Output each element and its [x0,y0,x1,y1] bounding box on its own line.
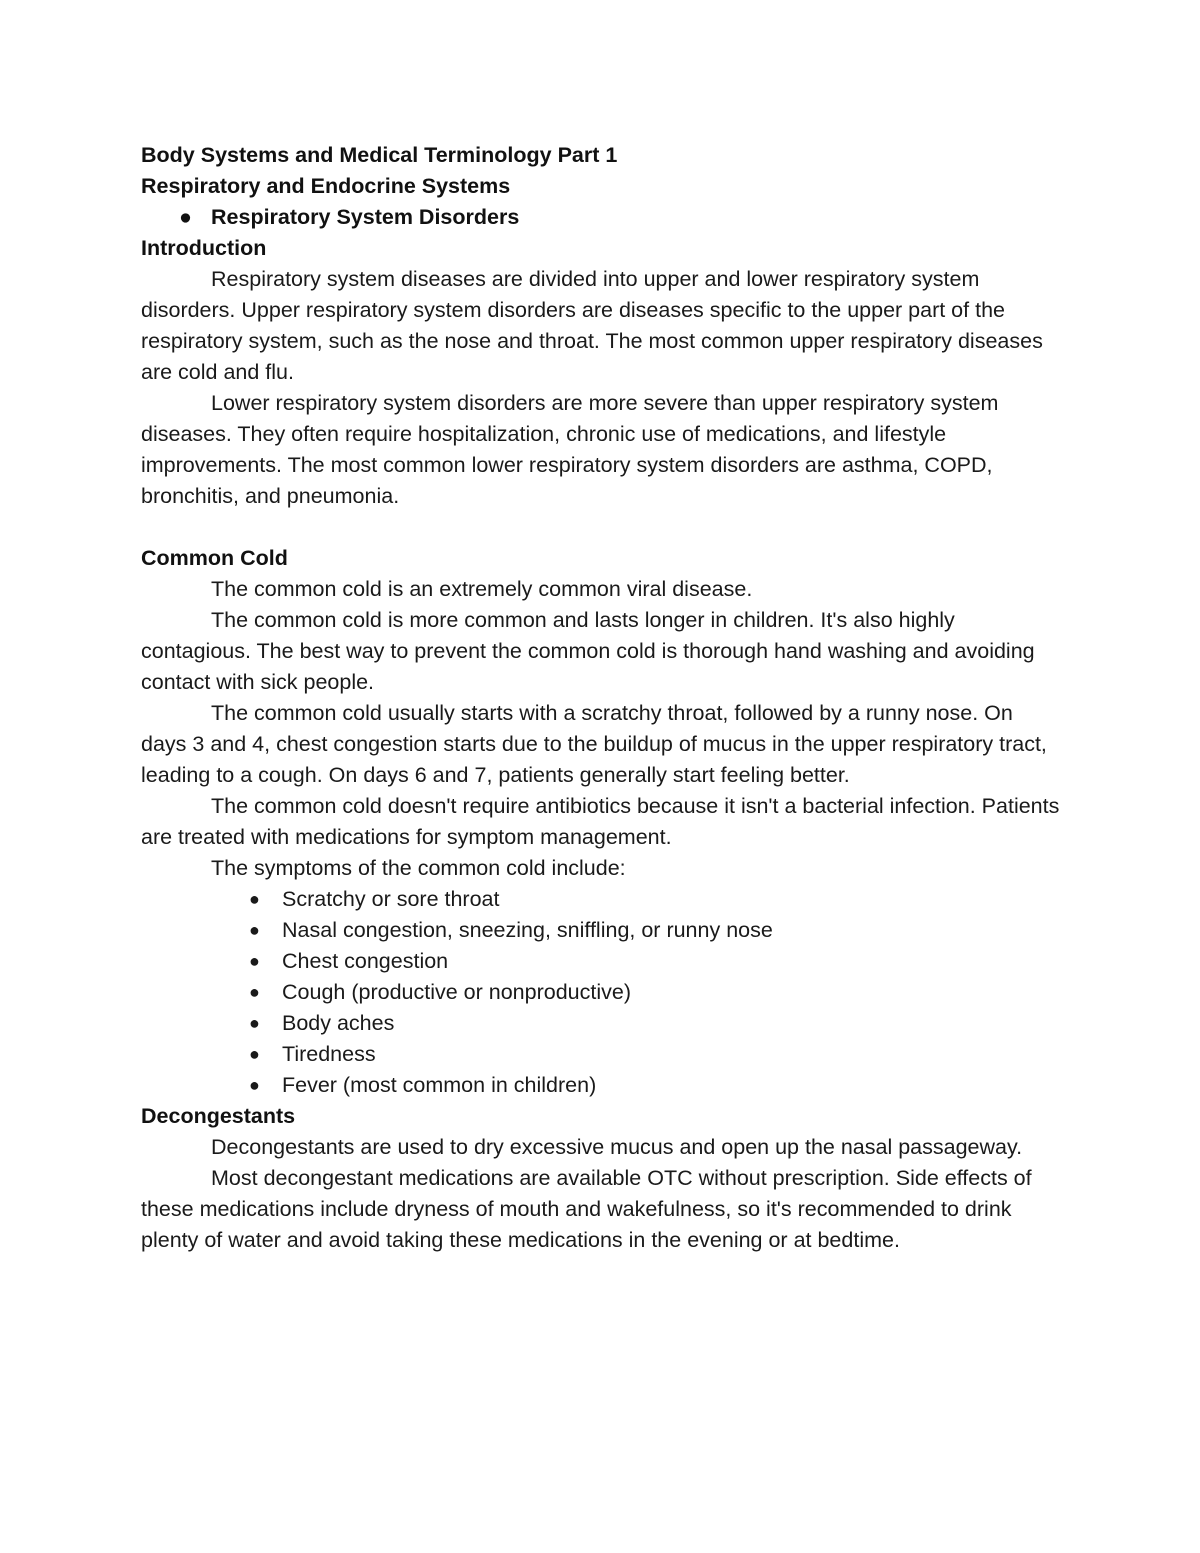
symptom-list [141,884,1061,1101]
list-item [141,977,1061,1008]
top-bullet-item [141,202,1061,233]
list-item [141,915,1061,946]
list-item-text: Scratchy or sore throat [282,887,500,911]
paragraph: Most decongestant medications are available OTC without prescription. Side effects of these medications include dryness of mouth and wakefulness, so it's recommended to drink plenty of water and avoid taking these medications in the evening or at bedtime. [141,1166,1032,1252]
paragraph: The common cold usually starts with a scratchy throat, followed by a runny nose. On days 3 and 4, chest congestion starts due to the buildup of mucus in the upper respiratory tract, leading to a cough. On days 6 and 7, patients generally start feeling better. [141,701,1047,787]
list-item-text: Chest congestion [282,949,449,973]
list-item-text: Cough (productive or nonproductive) [282,980,631,1004]
bullet-icon: ● [249,951,260,971]
paragraph: Lower respiratory system disorders are more severe than upper respiratory system diseases. They often require hospitalization, chronic use of medications, and lifestyle improvements. The most common lower respiratory system disorders are asthma, COPD, bronchitis, and pneumonia. [141,391,999,508]
list-item-text: Fever (most common in children) [282,1073,597,1097]
section-heading: Introduction [141,236,267,260]
section-heading: Common Cold [141,546,288,570]
list-item [141,1039,1061,1070]
paragraph: Decongestants are used to dry excessive mucus and open up the nasal passageway. [211,1135,1023,1159]
paragraph: The common cold is more common and lasts longer in children. It's also highly contagious. The best way to prevent the common cold is thorough hand washing and avoiding contact with sick people. [141,608,1035,694]
paragraph: The common cold doesn't require antibiotics because it isn't a bacterial infection. Patients are treated with medications for symptom management. [141,794,1060,849]
bullet-icon: ● [249,920,260,940]
document-title: Body Systems and Medical Terminology Part 1 [141,143,618,167]
bullet-icon: ● [179,205,192,229]
list-item [141,1008,1061,1039]
list-item-text: Nasal congestion, sneezing, sniffling, or runny nose [282,918,773,942]
list-item-text: Tiredness [282,1042,376,1066]
list-item [141,884,1061,915]
bullet-icon: ● [249,1075,260,1095]
paragraph: The common cold is an extremely common viral disease. [211,577,753,601]
list-item [141,1070,1061,1101]
top-bullet-label: Respiratory System Disorders [211,205,520,229]
section-heading: Decongestants [141,1104,296,1128]
paragraph-spacer [141,512,1061,543]
bullet-icon: ● [249,1013,260,1033]
bullet-icon: ● [249,1044,260,1064]
section-common-cold [141,543,1061,1101]
document-subtitle: Respiratory and Endocrine Systems [141,174,511,198]
bullet-icon: ● [249,982,260,1002]
list-item-text: Body aches [282,1011,395,1035]
section-introduction [141,233,1061,512]
list-item [141,946,1061,977]
paragraph: Respiratory system diseases are divided into upper and lower respiratory system disorders. Upper respiratory system disorders are diseases specific to the upper part of the respiratory system, such as the nose and throat. The most common upper respiratory diseases are cold and flu. [141,267,1043,384]
section-decongestants [141,1101,1061,1256]
document-page [141,140,1061,1256]
bullet-icon: ● [249,889,260,909]
paragraph: The symptoms of the common cold include: [211,856,626,880]
